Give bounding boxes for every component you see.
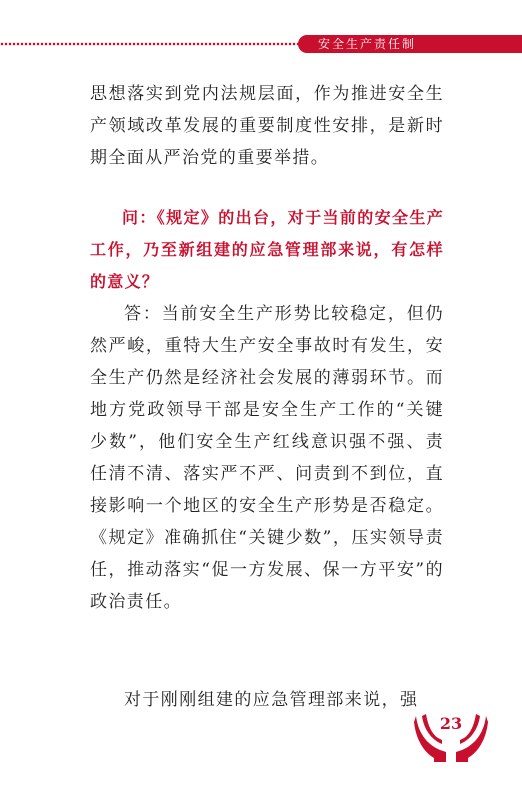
paragraph-continuation: 思想落实到党内法规层面，作为推进安全生产领域改革发展的重要制度性安排，是新时期全面从严治党的重要举措。 <box>90 84 444 168</box>
page-number-badge <box>412 708 490 766</box>
header-dotted-rule <box>0 42 300 46</box>
answer-paragraph: 答：当前安全生产形势比较稳定，但仍然严峻，重特大生产安全事故时有发生，安全生产仍然是经济社会发展的薄弱环节。而地方党政领导干部是安全生产工作的“关键少数”，他们安全生产红线意识强不强、责任清不清、落实严不严、问责到不到位，直接影响一个地区的安全生产形势是否稳定。《规定》准确抓住“关键少数”，压实领导责任，推动落实“促一方发展、保一方平安”的政治责任。 <box>90 304 444 612</box>
header-title: 安全生产责任制 <box>318 37 417 51</box>
page-number: 23 <box>439 714 463 733</box>
running-header <box>0 34 522 54</box>
paragraph-next: 对于刚刚组建的应急管理部来说，强 <box>124 690 419 710</box>
question-heading: 问：《规定》的出台，对于当前的安全生产工作，乃至新组建的应急管理部来说，有怎样的意义？ <box>90 208 444 291</box>
